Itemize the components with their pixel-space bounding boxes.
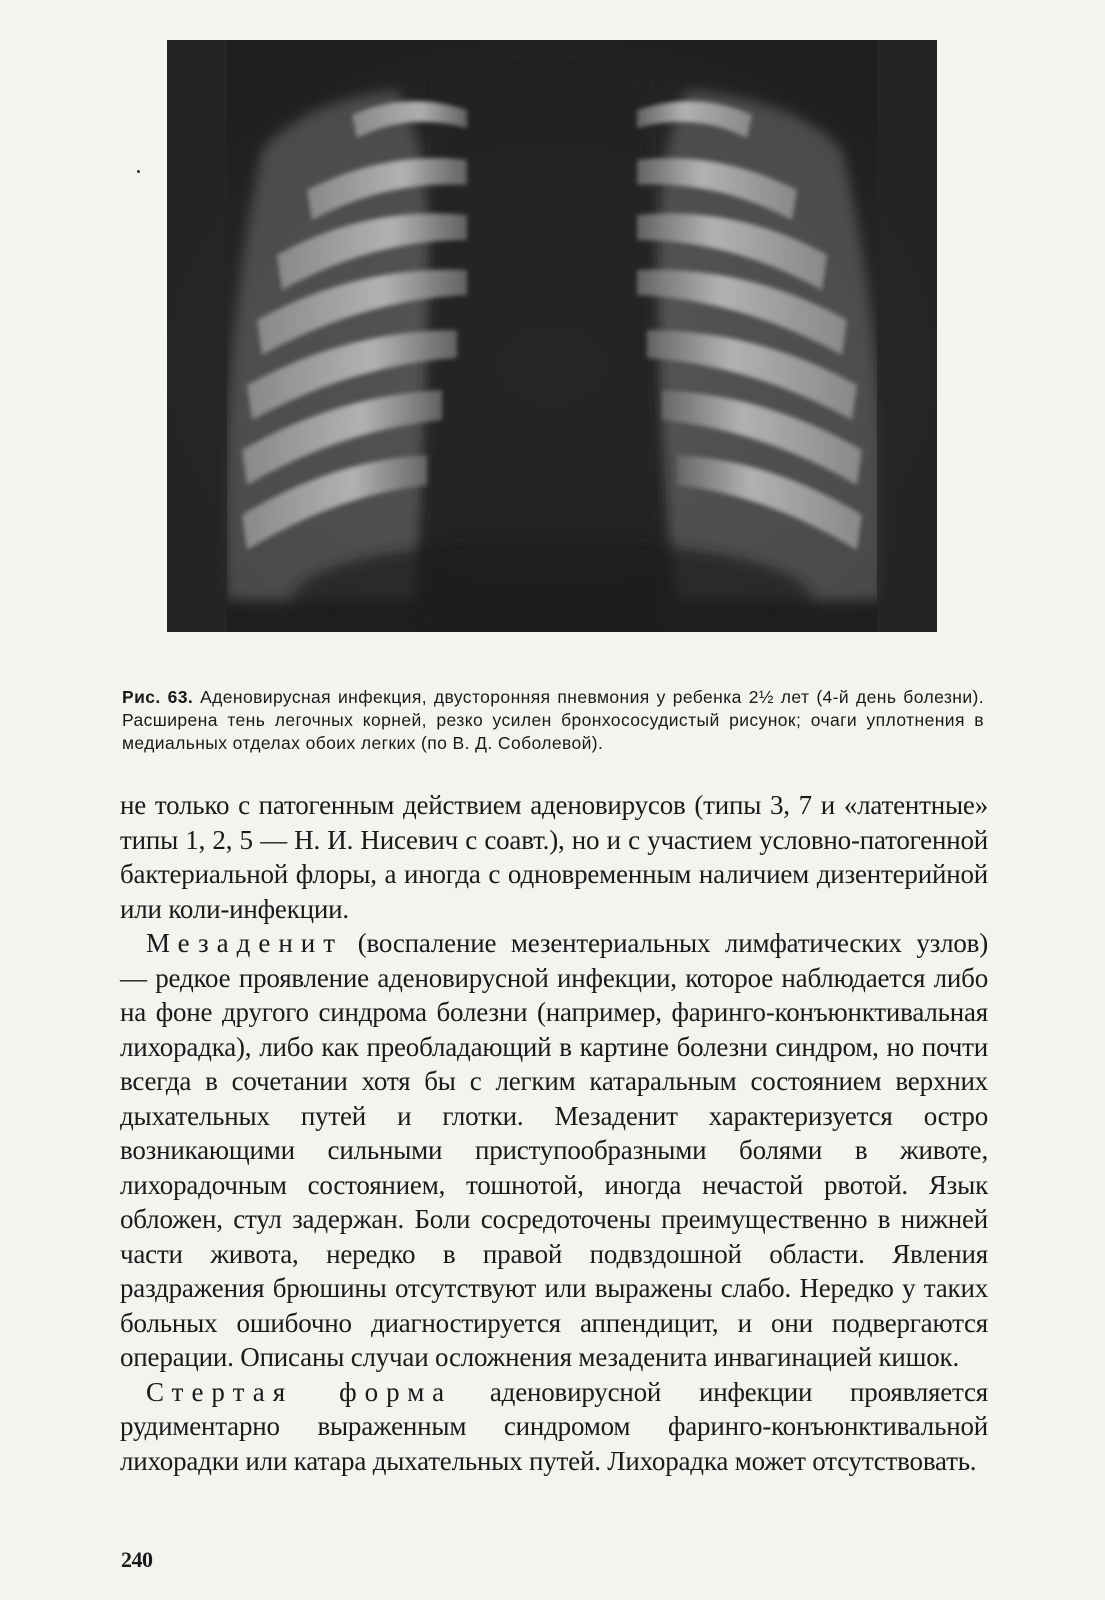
page-number: 240 xyxy=(121,1547,153,1572)
print-speck xyxy=(137,170,140,173)
figure-caption xyxy=(122,686,984,755)
figure-caption-text: Аденовирусная инфекция, двусторонняя пневмония у ребенка 2½ лет (4-й день болезни). Расширена тень легочных корней, резко усилен бронхососудистый рисунок; очаги уплотнения в медиальных отделах обоих легких (по В. Д. Соболевой). xyxy=(122,687,984,753)
term-erased-form: Стертая форма xyxy=(146,1376,453,1407)
paragraph-3-text: аденовирусной инфекции проявляется рудиментарно выраженным синдромом фаринго-конъюнктивальной лихорадки или катара дыхательных путей. Лихорадка может отсутствовать. xyxy=(120,1376,988,1476)
body-text xyxy=(120,788,988,1478)
figure-label: Рис. 63. xyxy=(122,687,194,707)
chest-xray-figure xyxy=(167,40,937,632)
paragraph-3 xyxy=(120,1375,988,1479)
xray-image xyxy=(167,40,937,632)
paragraph-2-text: (воспаление мезентериальных лимфатических узлов) — редкое проявление аденовирусной инфекции, которое наблюдается либо на фоне другого синдрома болезни (например, фаринго-конъюнктивальная лихорадка), либо как преобладающий в картине болезни синдром, но почти всегда в сочетании хотя бы с легким катаральным состоянием верхних дыхательных путей и глотки. Мезаденит характеризуется остро возникающими сильными приступообразными болями в животе, лихорадочным состоянием, тошнотой, иногда нечастой рвотой. Язык обложен, стул задержан. Боли сосредоточены преимущественно в нижней части живота, нередко в правой подвздошной области. Явления раздражения брюшины отсутствуют или выражены слабо. Нередко у таких больных ошибочно диагностируется аппендицит, и они подвергаются операции. Описаны случаи осложнения мезаденита инвагинацией кишок. xyxy=(120,928,988,1372)
paragraph-2 xyxy=(120,926,988,1375)
term-mesadenitis: Мезаденит xyxy=(146,928,344,958)
paragraph-1: не только с патогенным действием аденовирусов (типы 3, 7 и «латентные» типы 1, 2, 5 — Н. И. Нисевич с соавт.), но и с участием условно-патогенной бактериальной флоры, а иногда с одновременным наличием дизентерийной или коли-инфекции. xyxy=(120,790,988,924)
